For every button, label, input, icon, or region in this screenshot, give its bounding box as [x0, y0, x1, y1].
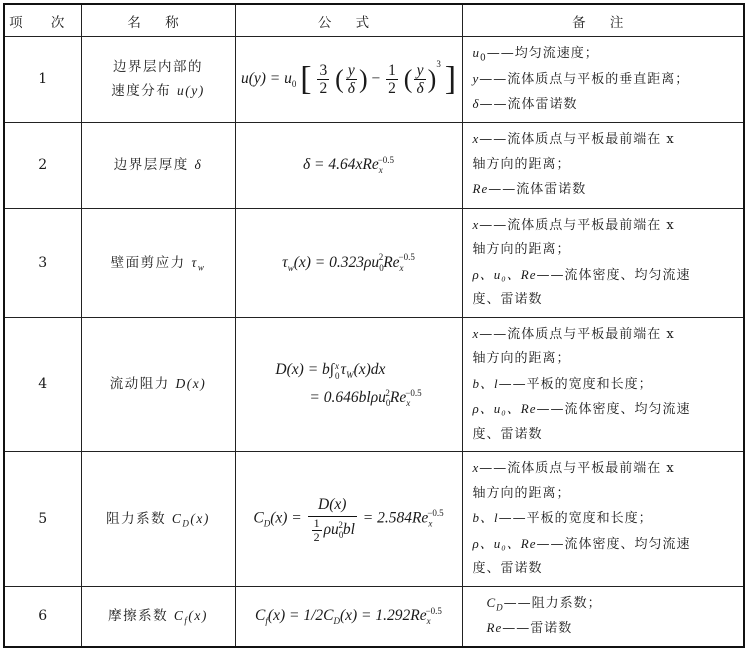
note-symbol: u [472, 45, 480, 60]
name-symbol: δ [194, 157, 203, 172]
frac-den: δ [416, 79, 424, 97]
formula-sup: −0.5 [425, 605, 442, 616]
note-line [473, 263, 736, 289]
row-index: 4 [4, 317, 81, 452]
note-symbol: x [472, 216, 480, 232]
note-text: ——流体质点与平板最前端在 x [479, 217, 675, 233]
formula-re: Re [383, 253, 400, 271]
frac-den-rest: ρu [323, 520, 339, 538]
row-index: 5 [4, 452, 81, 587]
formula-sub: x [378, 165, 383, 176]
formula-main: (x) = 0.323ρu [293, 253, 380, 271]
integral-upper: x [335, 360, 340, 371]
note-symbol: x [472, 325, 480, 341]
formula-sup: 2 [338, 519, 343, 530]
note-line [473, 127, 736, 153]
name-symbol: D(x) [175, 376, 207, 392]
name-symbol-sub: f [184, 615, 189, 626]
note-text: ——流体质点与平板最前端在 x [479, 326, 675, 342]
formula-rhs: (x) = 1.292Re [339, 607, 427, 624]
note-line [473, 92, 736, 118]
fraction-half [312, 517, 322, 544]
note-text: 轴方向的距离； [472, 242, 571, 257]
formula-main: (x) = 1/2C [267, 607, 334, 624]
note-text: ——平板的宽度和长度； [498, 511, 653, 526]
note-symbol: Re [486, 620, 503, 635]
frac-num: 3 [319, 61, 328, 79]
row-notes [462, 122, 744, 208]
note-symbol: δ [472, 96, 480, 111]
formula-sub: x [426, 616, 431, 627]
formula-lhs-end: (x) = [270, 509, 302, 527]
formula-lhs: C [255, 607, 266, 624]
note-line [473, 423, 736, 448]
note-symbol: y [472, 70, 480, 86]
formula-sub: 0 [385, 398, 391, 409]
formula-sup: −0.5 [405, 388, 422, 399]
name-line: 边界层厚度 [113, 157, 189, 173]
right-bracket: ] [444, 60, 457, 98]
frac-num: 1 [388, 61, 396, 79]
note-line [473, 153, 736, 178]
note-text: ——流体密度、均匀流速 [536, 402, 691, 417]
row-name [81, 452, 235, 587]
row-formula [235, 208, 462, 317]
note-text: ——流体质点与平板最前端在 x [479, 132, 675, 148]
note-symbol: x [472, 131, 480, 147]
formula-sub: x [399, 262, 404, 273]
integral-limits [335, 361, 340, 381]
left-bracket: [ [300, 60, 312, 98]
note-line [473, 557, 736, 582]
right-paren: ) [427, 64, 437, 94]
note-line [473, 322, 736, 348]
formula-power: 3 [436, 58, 441, 69]
table-row [4, 208, 744, 317]
note-symbol: ρ、u₀、Re [472, 266, 537, 282]
note-line [473, 41, 736, 67]
formula-main: D(x) = b∫ [275, 361, 335, 379]
note-line [473, 482, 736, 507]
table-row [4, 452, 744, 587]
name-line: 阻力系数 [106, 510, 167, 527]
integral-lower: 0 [335, 370, 340, 381]
frac-den [308, 517, 357, 544]
formula-sub: 0 [291, 78, 297, 89]
formula-sub: W [346, 370, 354, 381]
row-name [81, 208, 235, 317]
frac-num: y [414, 62, 425, 80]
table-row [4, 317, 744, 452]
note-text: ——均匀流速度； [486, 46, 599, 61]
row-notes [462, 452, 744, 587]
table-row [4, 122, 744, 208]
fraction [317, 62, 329, 97]
note-text: 度、雷诺数 [472, 426, 543, 442]
note-line [473, 177, 736, 203]
name-symbol: τ [191, 254, 198, 270]
frac-den: δ [347, 79, 355, 97]
row-formula [235, 586, 462, 647]
note-line [473, 456, 736, 482]
formula-sup: 2 [385, 388, 390, 399]
note-line [473, 591, 736, 617]
note-line [473, 372, 736, 398]
row-name [81, 317, 235, 452]
note-symbol: ρ、u₀、Re [472, 535, 537, 551]
note-text: 轴方向的距离； [472, 351, 571, 366]
name-symbol: C [171, 510, 183, 526]
name-symbol-end: (x) [190, 510, 210, 526]
note-symbol: b、l [472, 510, 499, 525]
note-line [473, 616, 736, 642]
note-text: 度、雷诺数 [472, 561, 543, 576]
formula-re: Re [389, 389, 407, 407]
note-symbol: C [486, 594, 497, 610]
row-name [81, 37, 235, 123]
name-line: 流动阻力 [109, 376, 170, 393]
name-line: 边界层内部的 [113, 59, 203, 76]
boundary-layer-formula-table [3, 3, 745, 648]
row-index: 1 [4, 37, 81, 123]
row-formula [235, 122, 462, 208]
note-symbol: Re [472, 181, 489, 197]
fraction [346, 62, 357, 97]
table-row [4, 586, 744, 647]
formula-sup: 2 [378, 252, 384, 263]
header-row [4, 4, 744, 37]
row-formula [235, 452, 462, 587]
note-text: 轴方向的距离； [472, 485, 571, 501]
note-text: ——雷诺数 [502, 621, 573, 636]
note-text: 度、雷诺数 [472, 292, 543, 307]
note-text: 轴方向的距离； [472, 156, 571, 172]
frac-num: 1 [313, 515, 320, 530]
frac-num: y [346, 62, 357, 80]
formula-sub: 0 [338, 529, 344, 540]
note-text: ——流体密度、均匀流速 [536, 267, 691, 283]
formula-sub: 0 [379, 262, 384, 273]
note-line [473, 238, 736, 263]
name-symbol-end: (x) [188, 608, 208, 623]
note-line [473, 288, 736, 313]
header-notes: 备 注 [462, 4, 744, 37]
note-text: ——流体质点与平板最前端在 x [479, 461, 675, 476]
frac-num: D(x) [308, 494, 357, 517]
note-line [473, 213, 736, 239]
note-line [473, 506, 736, 532]
formula-lhs: u(y) = u [240, 69, 292, 87]
note-text: ——阻力系数； [503, 595, 602, 611]
note-line [473, 532, 736, 558]
name-symbol-sub: D [182, 518, 191, 529]
header-formula: 公 式 [235, 4, 462, 37]
formula-sub: D [263, 518, 271, 529]
frac-den: 2 [319, 79, 328, 97]
formula-line-2 [275, 384, 421, 412]
right-paren: ) [358, 64, 368, 94]
row-formula [235, 37, 462, 123]
note-line [473, 67, 736, 93]
row-formula [235, 317, 462, 452]
formula-rhs: = 2.584Re [362, 509, 429, 527]
left-paren: ( [403, 64, 413, 94]
name-line: 速度分布 [111, 83, 172, 100]
row-index: 3 [4, 208, 81, 317]
row-notes [462, 586, 744, 647]
name-line: 壁面剪应力 [110, 254, 186, 271]
minus-sign: − [371, 69, 381, 87]
frac-den: 2 [388, 79, 396, 97]
formula-sub: f [265, 616, 268, 627]
row-name [81, 122, 235, 208]
formula-sub: D [333, 616, 340, 627]
table-row [4, 37, 744, 123]
row-notes [462, 37, 744, 123]
row-name [81, 586, 235, 647]
note-symbol: x [472, 460, 480, 475]
name-symbol-sub: w [197, 262, 206, 273]
note-symbol-sub: D [496, 602, 504, 613]
note-symbol: b、l [472, 375, 499, 391]
formula-table-container [3, 3, 745, 648]
note-text: ——流体质点与平板的垂直距离； [479, 71, 690, 87]
note-symbol-sub: 0 [480, 53, 487, 64]
row-notes [462, 208, 744, 317]
frac-den: 2 [313, 529, 320, 544]
fraction [414, 62, 425, 97]
formula-lhs: C [253, 509, 264, 527]
name-line: 摩擦系数 [108, 608, 169, 624]
row-notes [462, 317, 744, 452]
formula-sub: x [406, 398, 411, 409]
note-line [473, 397, 736, 423]
note-text: ——流体雷诺数 [488, 182, 587, 198]
left-paren: ( [335, 64, 344, 94]
frac-den-end: bl [342, 520, 355, 538]
fraction [308, 494, 357, 544]
row-index: 6 [4, 586, 81, 647]
formula-tau: τ [340, 361, 347, 379]
formula-main: δ = 4.64xRe [302, 156, 379, 173]
note-symbol: ρ、u₀、Re [472, 401, 537, 416]
formula-line-1 [275, 356, 421, 384]
note-text: ——平板的宽度和长度； [498, 376, 653, 392]
name-symbol: C [173, 608, 185, 623]
note-text: ——流体密度、均匀流速 [536, 536, 691, 552]
formula-sup: −0.5 [427, 508, 444, 519]
formula-lhs: τ [282, 253, 288, 271]
formula-sup: −0.5 [377, 154, 395, 165]
header-index: 项 次 [4, 4, 81, 37]
row-index: 2 [4, 122, 81, 208]
formula-sub: w [287, 262, 294, 273]
formula-end: (x)dx [353, 361, 386, 379]
note-line [473, 347, 736, 372]
formula-two-line [275, 356, 421, 412]
name-symbol: u(y) [177, 83, 205, 99]
fraction [386, 62, 398, 97]
formula-main: = 0.646blρu [309, 389, 386, 407]
note-text: ——流体雷诺数 [479, 97, 578, 112]
header-name: 名 称 [81, 4, 235, 37]
formula-sup: −0.5 [398, 252, 415, 263]
formula-sub: x [428, 518, 433, 529]
